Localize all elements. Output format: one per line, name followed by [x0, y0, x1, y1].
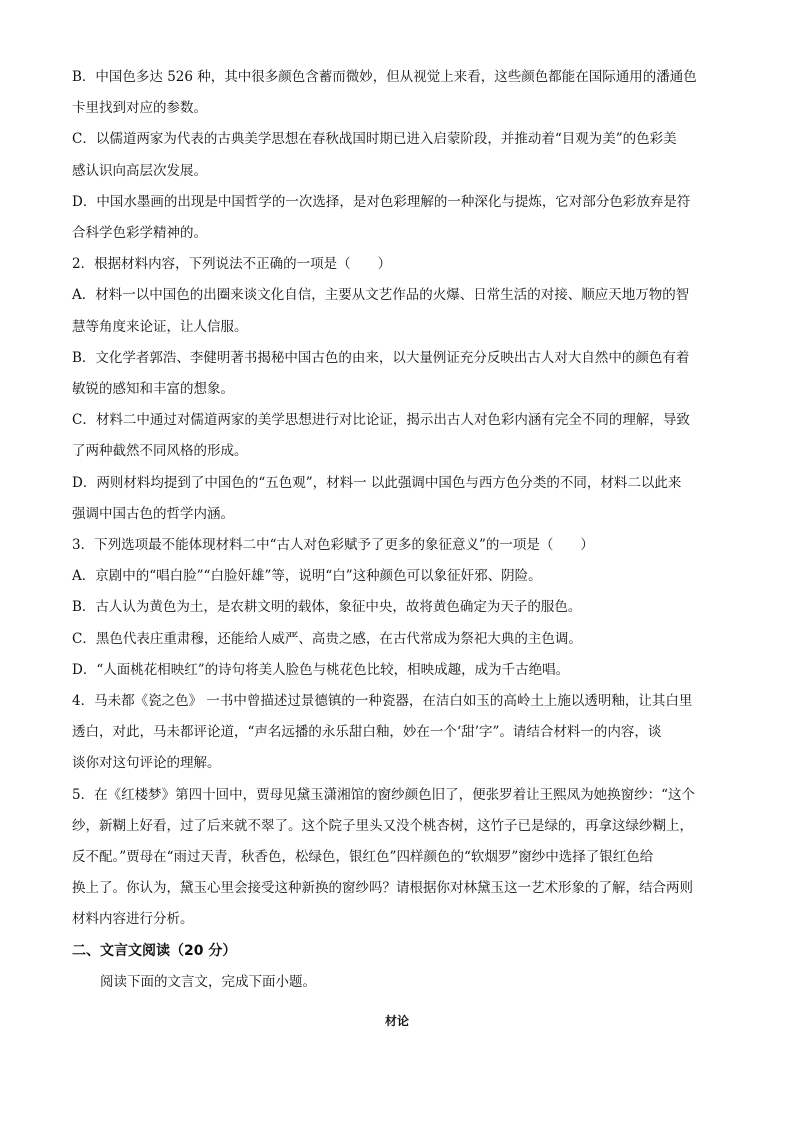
reading-instruction: 阅读下面的文言文，完成下面小题。 — [100, 973, 316, 990]
option-b-line-2: 卡里找到对应的参数。 — [72, 100, 207, 117]
q2-option-b-line-1: B．文化学者郭浩、李健明著书揭秘中国古色的由来，以大量例证充分反映出古人对大自然中的颜色有着 — [72, 349, 690, 366]
question-5-line-1: 5．在《红楼梦》第四十回中，贾母见黛玉潇湘馆的窗纱颜色旧了，便张罗着让王熙凤为她换窗纱：“这个 — [72, 786, 695, 803]
q3-option-b: B．古人认为黄色为土，是农耕文明的载体，象征中央，故将黄色确定为天子的服色。 — [72, 599, 582, 616]
document-body — [72, 62, 722, 1037]
option-d-line-1: D．中国水墨画的出现是中国哲学的一次选择，是对色彩理解的一种深化与提炼，它对部分色彩放弃是符 — [72, 193, 691, 210]
q2-option-a-line-1: A．材料一以中国色的出圈来谈文化自信，主要从文艺作品的火爆、日常生活的对接、顺应天地万物的智 — [72, 287, 690, 304]
option-c-line-2: 感认识向高层次发展。 — [72, 162, 207, 179]
question-5-line-2: 纱，新糊上好看，过了后来就不翠了。这个院子里头又没个桃杏树，这竹子已是绿的，再拿这绿纱糊上， — [72, 817, 693, 834]
option-c-line-1: C．以儒道两家为代表的古典美学思想在春秋战国时期已进入启蒙阶段，并推动着“目观为美”的色彩美 — [72, 131, 677, 148]
option-d-line-2: 合科学色彩学精神的。 — [72, 225, 207, 242]
passage-title: 材论 — [384, 1014, 409, 1029]
question-5-line-5: 材料内容进行分析。 — [72, 911, 194, 928]
question-5-line-4: 换上了。你认为，黛玉心里会接受这种新换的窗纱吗？请根据你对林黛玉这一艺术形象的了解，结合两则 — [72, 880, 693, 897]
q2-option-c-line-1: C．材料二中通过对儒道两家的美学思想进行对比论证，揭示出古人对色彩内涵有完全不同的理解，导致 — [72, 412, 690, 429]
q2-option-c-line-2: 了两种截然不同风格的形成。 — [72, 443, 248, 460]
question-2: 2．根据材料内容，下列说法不正确的一项是（ ） — [72, 256, 392, 273]
q2-option-d-line-2: 强调中国古色的哲学内涵。 — [72, 505, 234, 522]
q2-option-d-line-1: D．两则材料均提到了中国色的“五色观”，材料一 以此强调中国色与西方色分类的不同，材料二以此来 — [72, 474, 682, 491]
q3-option-d: D．“人面桃花相映红”的诗句将美人脸色与桃花色比较，相映成趣，成为千古绝唱。 — [72, 661, 570, 678]
question-4-line-2: 透白，对此，马未都评论道，“声名远播的永乐甜白釉，妙在一个‘甜’字”。请结合材料一的内容，谈 — [72, 724, 662, 741]
q3-option-c: C．黑色代表庄重肃穆，还能给人威严、高贵之感，在古代常成为祭祀大典的主色调。 — [72, 630, 582, 647]
question-5-line-3: 反不配。”贾母在“雨过天青，秋香色，松绿色，银红色”四样颜色的“软烟罗”窗纱中选择了银红色给 — [72, 849, 654, 866]
question-4-line-3: 谈你对这句评论的理解。 — [72, 755, 221, 772]
q3-option-a: A．京剧中的“唱白脸”“白脸奸雄”等，说明“白”这种颜色可以象征奸邪、阴险。 — [72, 568, 542, 585]
q2-option-a-line-2: 慧等角度来论证，让人信服。 — [72, 318, 248, 335]
q2-option-b-line-2: 敏锐的感知和丰富的想象。 — [72, 381, 234, 398]
question-3: 3．下列选项最不能体现材料二中“古人对色彩赋予了更多的象征意义”的一项是（ ） — [72, 537, 594, 554]
section-heading: 二、文言文阅读（20 分） — [72, 942, 237, 959]
question-4-line-1: 4．马未都《瓷之色》 一书中曾描述过景德镇的一种瓷器，在洁白如玉的高岭土上施以透明釉，让其白里 — [72, 693, 693, 710]
option-b-line-1: B．中国色多达 526 种，其中很多颜色含蓄而微妙，但从视觉上来看，这些颜色都能在国际通用的潘通色 — [72, 69, 697, 85]
